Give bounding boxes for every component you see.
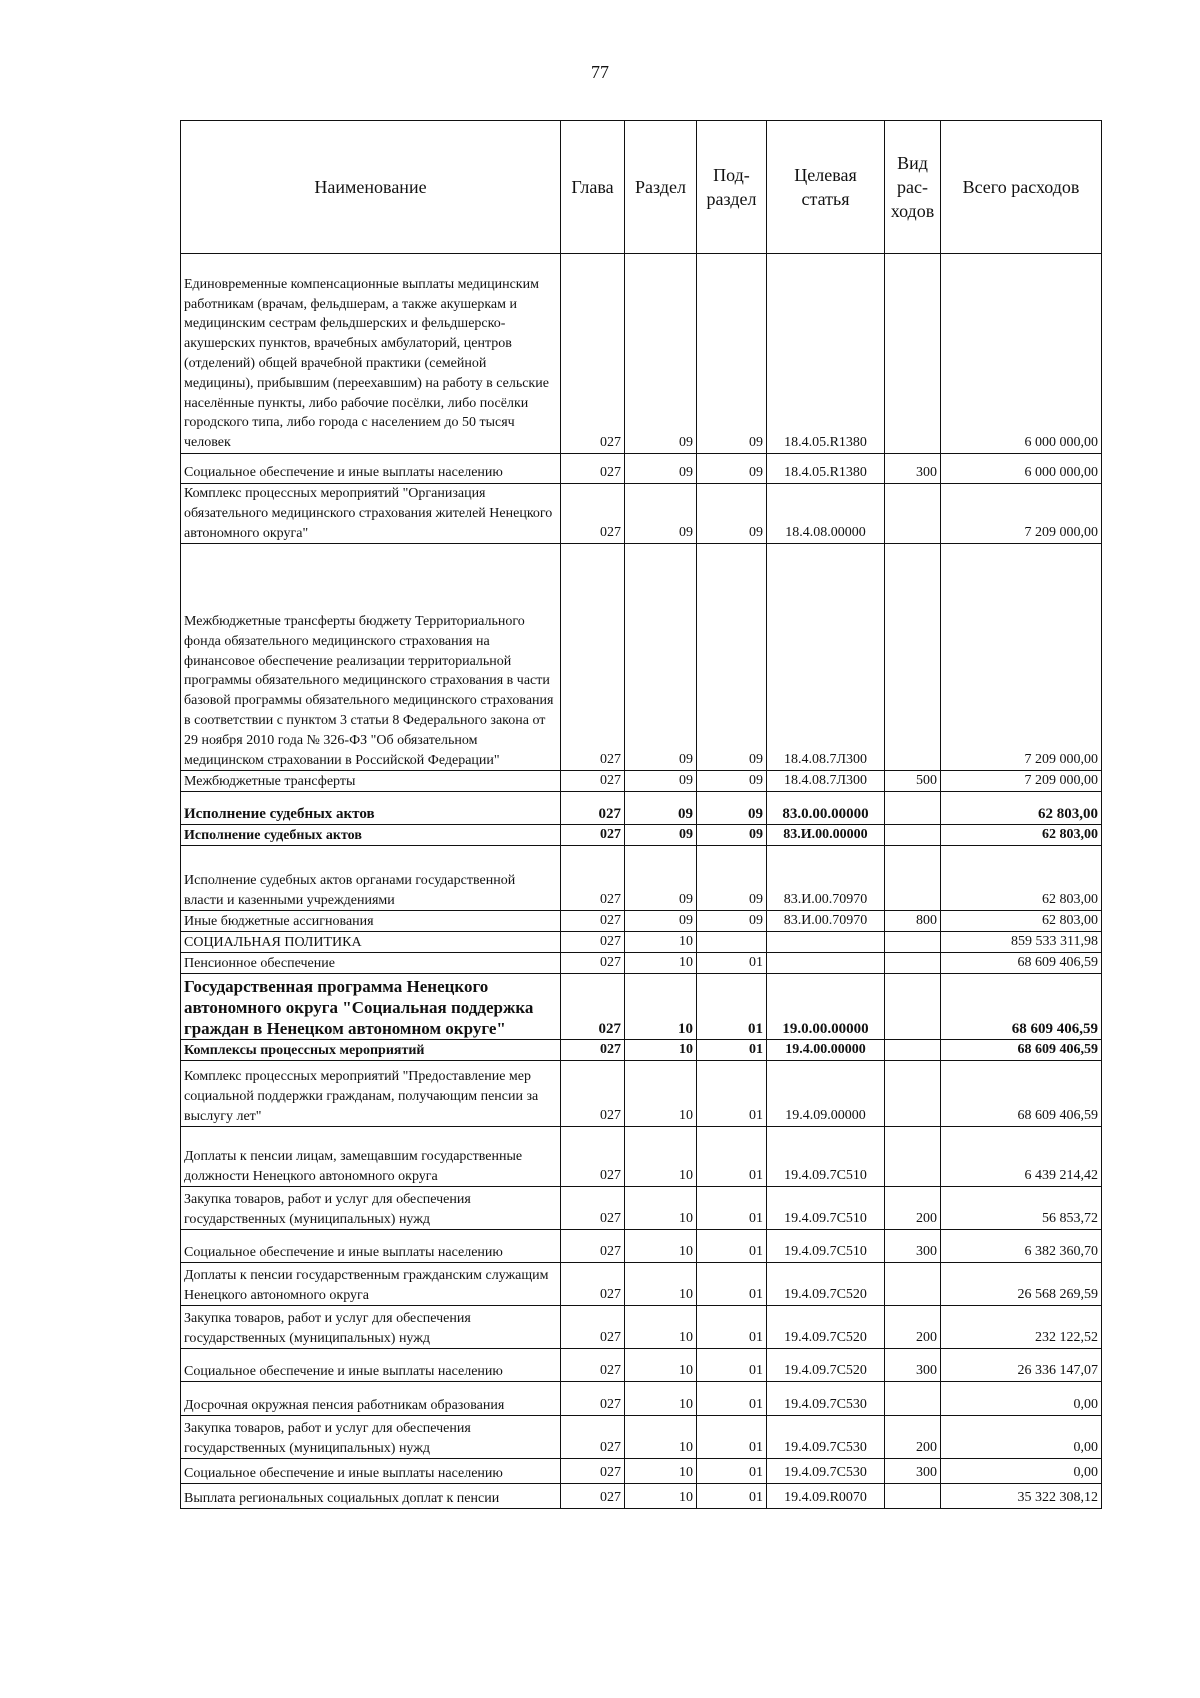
row-podrazdel: 01 (697, 1416, 767, 1459)
row-razdel: 10 (625, 1382, 697, 1416)
row-celevaya-statya (767, 932, 885, 953)
row-razdel: 09 (625, 254, 697, 454)
row-total: 62 803,00 (941, 825, 1102, 846)
row-celevaya-statya: 18.4.08.7Л300 (767, 544, 885, 771)
row-name: Выплата региональных социальных доплат к пенсии (181, 1484, 561, 1509)
row-vid (885, 1061, 941, 1127)
row-name: Комплексы процессных мероприятий (181, 1040, 561, 1061)
table-row (181, 1127, 1102, 1187)
row-podrazdel: 09 (697, 544, 767, 771)
row-vid (885, 932, 941, 953)
row-celevaya-statya: 19.4.09.7С520 (767, 1306, 885, 1349)
table-row (181, 974, 1102, 1040)
row-podrazdel: 01 (697, 1230, 767, 1263)
row-razdel: 09 (625, 544, 697, 771)
row-name: Доплаты к пенсии государственным гражданским служащим Ненецкого автономного округа (181, 1263, 561, 1306)
row-vid: 200 (885, 1187, 941, 1230)
row-total: 68 609 406,59 (941, 953, 1102, 974)
row-vid (885, 974, 941, 1040)
row-razdel: 10 (625, 1061, 697, 1127)
row-name: Исполнение судебных актов органами государственной власти и казенными учреждениями (181, 846, 561, 911)
row-vid: 300 (885, 454, 941, 484)
row-name: Комплекс процессных мероприятий "Предоставление мер социальной поддержки гражданам, получающим пенсии за выслугу лет" (181, 1061, 561, 1127)
row-total: 62 803,00 (941, 792, 1102, 825)
row-celevaya-statya: 83.И.00.70970 (767, 846, 885, 911)
row-podrazdel: 01 (697, 1459, 767, 1484)
row-total: 56 853,72 (941, 1187, 1102, 1230)
row-razdel: 09 (625, 454, 697, 484)
row-vid: 200 (885, 1306, 941, 1349)
row-razdel: 10 (625, 1416, 697, 1459)
table-row (181, 1382, 1102, 1416)
row-total: 26 568 269,59 (941, 1263, 1102, 1306)
row-celevaya-statya: 19.4.09.7С530 (767, 1459, 885, 1484)
table-header-row (181, 121, 1102, 254)
row-razdel: 09 (625, 484, 697, 544)
row-total: 62 803,00 (941, 846, 1102, 911)
row-total: 6 000 000,00 (941, 454, 1102, 484)
row-vid: 500 (885, 771, 941, 792)
row-podrazdel: 09 (697, 846, 767, 911)
row-total: 0,00 (941, 1382, 1102, 1416)
row-podrazdel: 01 (697, 1040, 767, 1061)
row-razdel: 10 (625, 1230, 697, 1263)
row-name: Социальное обеспечение и иные выплаты населению (181, 1349, 561, 1382)
row-celevaya-statya (767, 953, 885, 974)
row-podrazdel: 01 (697, 1349, 767, 1382)
row-celevaya-statya: 19.4.09.7С510 (767, 1187, 885, 1230)
row-razdel: 10 (625, 1187, 697, 1230)
table-row (181, 1187, 1102, 1230)
row-vid (885, 792, 941, 825)
row-glava: 027 (561, 974, 625, 1040)
row-vid (885, 1263, 941, 1306)
row-razdel: 10 (625, 1484, 697, 1509)
row-glava: 027 (561, 1484, 625, 1509)
row-razdel: 10 (625, 974, 697, 1040)
row-total: 6 000 000,00 (941, 254, 1102, 454)
row-name: Закупка товаров, работ и услуг для обеспечения государственных (муниципальных) нужд (181, 1306, 561, 1349)
page-number: 77 (591, 62, 609, 82)
header-glava: Глава (561, 121, 625, 254)
table-row (181, 1040, 1102, 1061)
row-celevaya-statya: 19.4.09.7С520 (767, 1349, 885, 1382)
row-name: Закупка товаров, работ и услуг для обеспечения государственных (муниципальных) нужд (181, 1416, 561, 1459)
row-razdel: 10 (625, 1040, 697, 1061)
row-total: 0,00 (941, 1416, 1102, 1459)
row-razdel: 09 (625, 771, 697, 792)
row-glava: 027 (561, 1263, 625, 1306)
row-total: 68 609 406,59 (941, 1040, 1102, 1061)
row-total: 35 322 308,12 (941, 1484, 1102, 1509)
row-glava: 027 (561, 1230, 625, 1263)
row-podrazdel: 01 (697, 1187, 767, 1230)
row-vid: 800 (885, 911, 941, 932)
header-total: Всего расходов (941, 121, 1102, 254)
row-vid (885, 254, 941, 454)
row-glava: 027 (561, 911, 625, 932)
header-razdel: Раздел (625, 121, 697, 254)
row-glava: 027 (561, 1382, 625, 1416)
row-glava: 027 (561, 1306, 625, 1349)
row-razdel: 10 (625, 1349, 697, 1382)
row-name: Досрочная окружная пенсия работникам образования (181, 1382, 561, 1416)
row-name: Комплекс процессных мероприятий "Организация обязательного медицинского страхования жителей Ненецкого автономного округа" (181, 484, 561, 544)
row-podrazdel: 01 (697, 1127, 767, 1187)
row-podrazdel: 01 (697, 1061, 767, 1127)
row-total: 0,00 (941, 1459, 1102, 1484)
table-row (181, 1230, 1102, 1263)
row-razdel: 09 (625, 825, 697, 846)
row-podrazdel: 09 (697, 825, 767, 846)
row-glava: 027 (561, 1127, 625, 1187)
row-podrazdel: 09 (697, 454, 767, 484)
header-podrazdel: Под-раздел (697, 121, 767, 254)
row-podrazdel: 09 (697, 771, 767, 792)
row-celevaya-statya: 83.0.00.00000 (767, 792, 885, 825)
row-name: Государственная программа Ненецкого автономного округа "Социальная поддержка граждан в Ненецком автономном округе" (181, 974, 561, 1040)
row-total: 7 209 000,00 (941, 484, 1102, 544)
row-vid (885, 484, 941, 544)
row-vid (885, 1484, 941, 1509)
row-celevaya-statya: 19.4.09.R0070 (767, 1484, 885, 1509)
row-vid (885, 1040, 941, 1061)
table-row (181, 1484, 1102, 1509)
table-row (181, 771, 1102, 792)
row-podrazdel: 09 (697, 254, 767, 454)
row-total: 26 336 147,07 (941, 1349, 1102, 1382)
row-celevaya-statya: 19.4.09.7С510 (767, 1127, 885, 1187)
row-total: 6 382 360,70 (941, 1230, 1102, 1263)
row-razdel: 09 (625, 911, 697, 932)
row-vid (885, 953, 941, 974)
row-podrazdel: 09 (697, 792, 767, 825)
row-total: 7 209 000,00 (941, 544, 1102, 771)
row-name: Пенсионное обеспечение (181, 953, 561, 974)
row-total: 859 533 311,98 (941, 932, 1102, 953)
row-glava: 027 (561, 1061, 625, 1127)
row-celevaya-statya: 18.4.05.R1380 (767, 454, 885, 484)
row-glava: 027 (561, 825, 625, 846)
table-row (181, 484, 1102, 544)
row-razdel: 10 (625, 1459, 697, 1484)
row-glava: 027 (561, 1459, 625, 1484)
table-row (181, 1306, 1102, 1349)
row-glava: 027 (561, 544, 625, 771)
row-glava: 027 (561, 484, 625, 544)
row-glava: 027 (561, 932, 625, 953)
row-glava: 027 (561, 771, 625, 792)
row-podrazdel: 09 (697, 911, 767, 932)
table-row (181, 254, 1102, 454)
row-total: 6 439 214,42 (941, 1127, 1102, 1187)
row-podrazdel (697, 932, 767, 953)
row-vid: 300 (885, 1230, 941, 1263)
row-name: Исполнение судебных актов (181, 825, 561, 846)
row-name: СОЦИАЛЬНАЯ ПОЛИТИКА (181, 932, 561, 953)
row-total: 68 609 406,59 (941, 1061, 1102, 1127)
row-glava: 027 (561, 953, 625, 974)
row-podrazdel: 01 (697, 974, 767, 1040)
header-vid-rashodov: Вид рас-ходов (885, 121, 941, 254)
row-total: 68 609 406,59 (941, 974, 1102, 1040)
row-glava: 027 (561, 1040, 625, 1061)
row-name: Межбюджетные трансферты бюджету Территориального фонда обязательного медицинского страхования на финансовое обеспечение реализации территориальной программы обязательного медицинского страхования в части базовой программы обязательного медицинского страхования в соответствии с пунктом 3 статьи 8 Федерального закона от 29 ноября 2010 года № 326-ФЗ "Об обязательном медицинском страховании в Российской Федерации" (181, 544, 561, 771)
row-name: Закупка товаров, работ и услуг для обеспечения государственных (муниципальных) нужд (181, 1187, 561, 1230)
table-row (181, 1416, 1102, 1459)
row-vid: 200 (885, 1416, 941, 1459)
row-razdel: 09 (625, 792, 697, 825)
row-podrazdel: 01 (697, 1382, 767, 1416)
row-celevaya-statya: 19.4.09.00000 (767, 1061, 885, 1127)
row-celevaya-statya: 19.0.00.00000 (767, 974, 885, 1040)
table-row (181, 792, 1102, 825)
row-celevaya-statya: 19.4.09.7С530 (767, 1416, 885, 1459)
row-razdel: 10 (625, 1127, 697, 1187)
table-row (181, 825, 1102, 846)
row-total: 62 803,00 (941, 911, 1102, 932)
row-podrazdel: 01 (697, 1263, 767, 1306)
row-razdel: 10 (625, 1263, 697, 1306)
row-name: Доплаты к пенсии лицам, замещавшим государственные должности Ненецкого автономного округа (181, 1127, 561, 1187)
table-row (181, 953, 1102, 974)
row-podrazdel: 01 (697, 1484, 767, 1509)
table-row (181, 1263, 1102, 1306)
row-total: 7 209 000,00 (941, 771, 1102, 792)
row-name: Иные бюджетные ассигнования (181, 911, 561, 932)
row-glava: 027 (561, 792, 625, 825)
row-vid (885, 825, 941, 846)
header-name: Наименование (181, 121, 561, 254)
row-razdel: 10 (625, 953, 697, 974)
budget-table (180, 120, 1102, 1509)
row-glava: 027 (561, 846, 625, 911)
row-name: Межбюджетные трансферты (181, 771, 561, 792)
row-vid (885, 544, 941, 771)
row-vid: 300 (885, 1459, 941, 1484)
table-row (181, 932, 1102, 953)
row-celevaya-statya: 18.4.05.R1380 (767, 254, 885, 454)
table-row (181, 1459, 1102, 1484)
row-razdel: 10 (625, 932, 697, 953)
row-celevaya-statya: 18.4.08.00000 (767, 484, 885, 544)
row-celevaya-statya: 83.И.00.00000 (767, 825, 885, 846)
table-row (181, 1349, 1102, 1382)
row-razdel: 09 (625, 846, 697, 911)
row-razdel: 10 (625, 1306, 697, 1349)
row-vid (885, 846, 941, 911)
table-row (181, 846, 1102, 911)
row-podrazdel: 01 (697, 953, 767, 974)
row-celevaya-statya: 19.4.09.7С510 (767, 1230, 885, 1263)
table-row (181, 911, 1102, 932)
row-name: Социальное обеспечение и иные выплаты населению (181, 1459, 561, 1484)
header-celevaya-statya: Целевая статья (767, 121, 885, 254)
row-celevaya-statya: 83.И.00.70970 (767, 911, 885, 932)
row-glava: 027 (561, 254, 625, 454)
row-podrazdel: 09 (697, 484, 767, 544)
row-vid: 300 (885, 1349, 941, 1382)
row-podrazdel: 01 (697, 1306, 767, 1349)
row-name: Социальное обеспечение и иные выплаты населению (181, 1230, 561, 1263)
row-celevaya-statya: 19.4.00.00000 (767, 1040, 885, 1061)
row-glava: 027 (561, 1416, 625, 1459)
table-row (181, 544, 1102, 771)
row-glava: 027 (561, 454, 625, 484)
row-total: 232 122,52 (941, 1306, 1102, 1349)
row-name: Социальное обеспечение и иные выплаты населению (181, 454, 561, 484)
row-glava: 027 (561, 1349, 625, 1382)
row-celevaya-statya: 19.4.09.7С520 (767, 1263, 885, 1306)
row-vid (885, 1382, 941, 1416)
row-celevaya-statya: 18.4.08.7Л300 (767, 771, 885, 792)
table-row (181, 454, 1102, 484)
table-row (181, 1061, 1102, 1127)
row-name: Единовременные компенсационные выплаты медицинским работникам (врачам, фельдшерам, а также акушеркам и медицинским сестрам фельдшерских и фельдшерско-акушерских пунктов, врачебных амбулаторий, центров (отделений) общей врачебной практики (семейной медицины), прибывшим (переехавшим) на работу в сельские населённые пункты, либо рабочие посёлки, либо посёлки городского типа, либо города с населением до 50 тысяч человек (181, 254, 561, 454)
row-celevaya-statya: 19.4.09.7С530 (767, 1382, 885, 1416)
row-vid (885, 1127, 941, 1187)
row-glava: 027 (561, 1187, 625, 1230)
row-name: Исполнение судебных актов (181, 792, 561, 825)
